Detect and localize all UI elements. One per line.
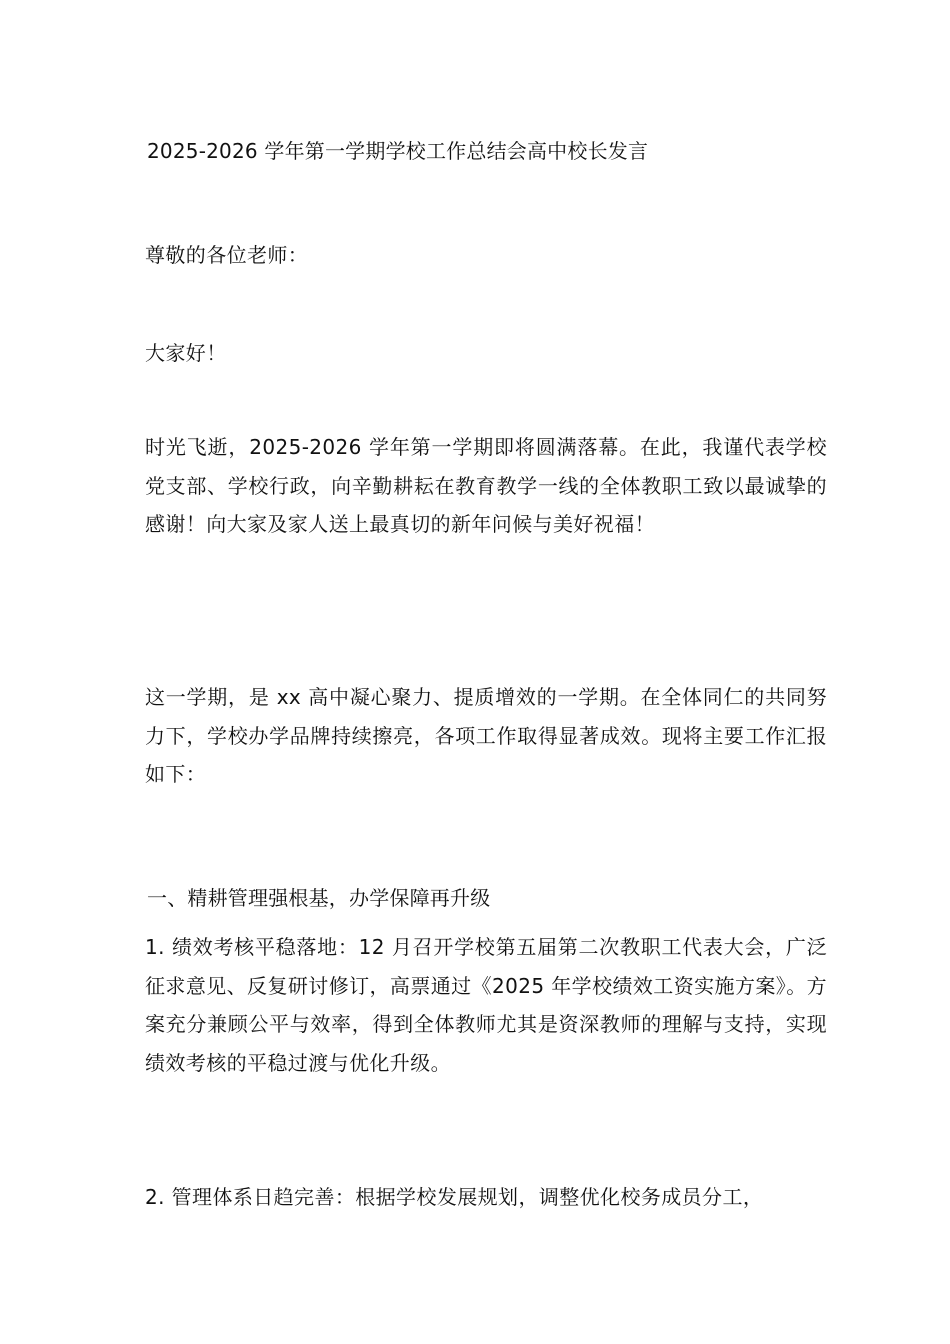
summary-paragraph: 这一学期，是 xx 高中凝心聚力、提质增效的一学期。在全体同仁的共同努力下，学校办学品牌持续擦亮，各项工作取得显著成效。现将主要工作汇报如下：	[145, 685, 827, 786]
document-title: 2025-2026 学年第一学期学校工作总结会高中校长发言	[147, 139, 649, 163]
intro-paragraph: 时光飞逝，2025-2026 学年第一学期即将圆满落幕。在此，我谨代表学校党支部、学校行政，向辛勤耕耘在教育教学一线的全体教职工致以最诚挚的感谢！向大家及家人送上最真切的新年问候与美好祝福！	[145, 435, 827, 536]
salutation: 尊敬的各位老师：	[145, 243, 309, 267]
item-2-paragraph: 2. 管理体系日趋完善：根据学校发展规划，调整优化校务成员分工，	[145, 1185, 764, 1209]
section-1-heading: 一、精耕管理强根基，办学保障再升级	[147, 886, 491, 910]
item-1-paragraph: 1. 绩效考核平稳落地：12 月召开学校第五届第二次教职工代表大会，广泛征求意见、反复研讨修订，高票通过《2025 年学校绩效工资实施方案》。方案充分兼顾公平与效率，得到全体教师尤其是资深教师的理解与支持，实现绩效考核的平稳过渡与优化升级。	[145, 935, 827, 1075]
greeting: 大家好！	[145, 341, 227, 365]
